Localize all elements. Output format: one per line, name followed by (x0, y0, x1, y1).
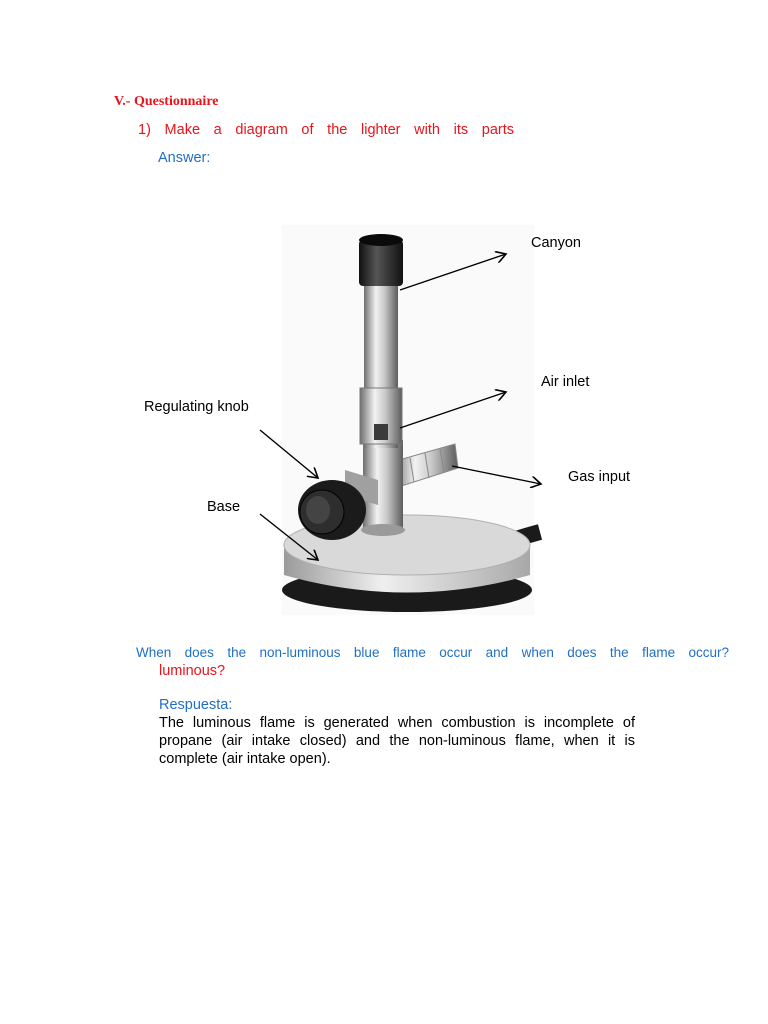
burner-cap (359, 240, 403, 286)
label-air-inlet: Air inlet (541, 374, 590, 390)
section-title: V.- Questionnaire (114, 94, 219, 109)
answer-label: Answer: (158, 150, 211, 166)
question-2: When does the non-luminous blue flame occur and when does the flame occur? (136, 645, 729, 660)
air-inlet-hole (374, 424, 388, 440)
label-base: Base (207, 499, 241, 515)
label-regulating-knob: Regulating knob (144, 399, 249, 415)
label-gas-input: Gas input (568, 469, 631, 485)
label-canyon: Canyon (531, 235, 581, 251)
question-1: 1) Make a diagram of the lighter with its parts (138, 122, 514, 138)
question-2-continued: luminous? (159, 663, 226, 679)
response-label: Respuesta: (159, 697, 233, 713)
response-text: The luminous flame is generated when combustion is incomplete of propane (air intake closed) and the non-luminous flame, when it is complete (air intake open). (159, 715, 635, 767)
